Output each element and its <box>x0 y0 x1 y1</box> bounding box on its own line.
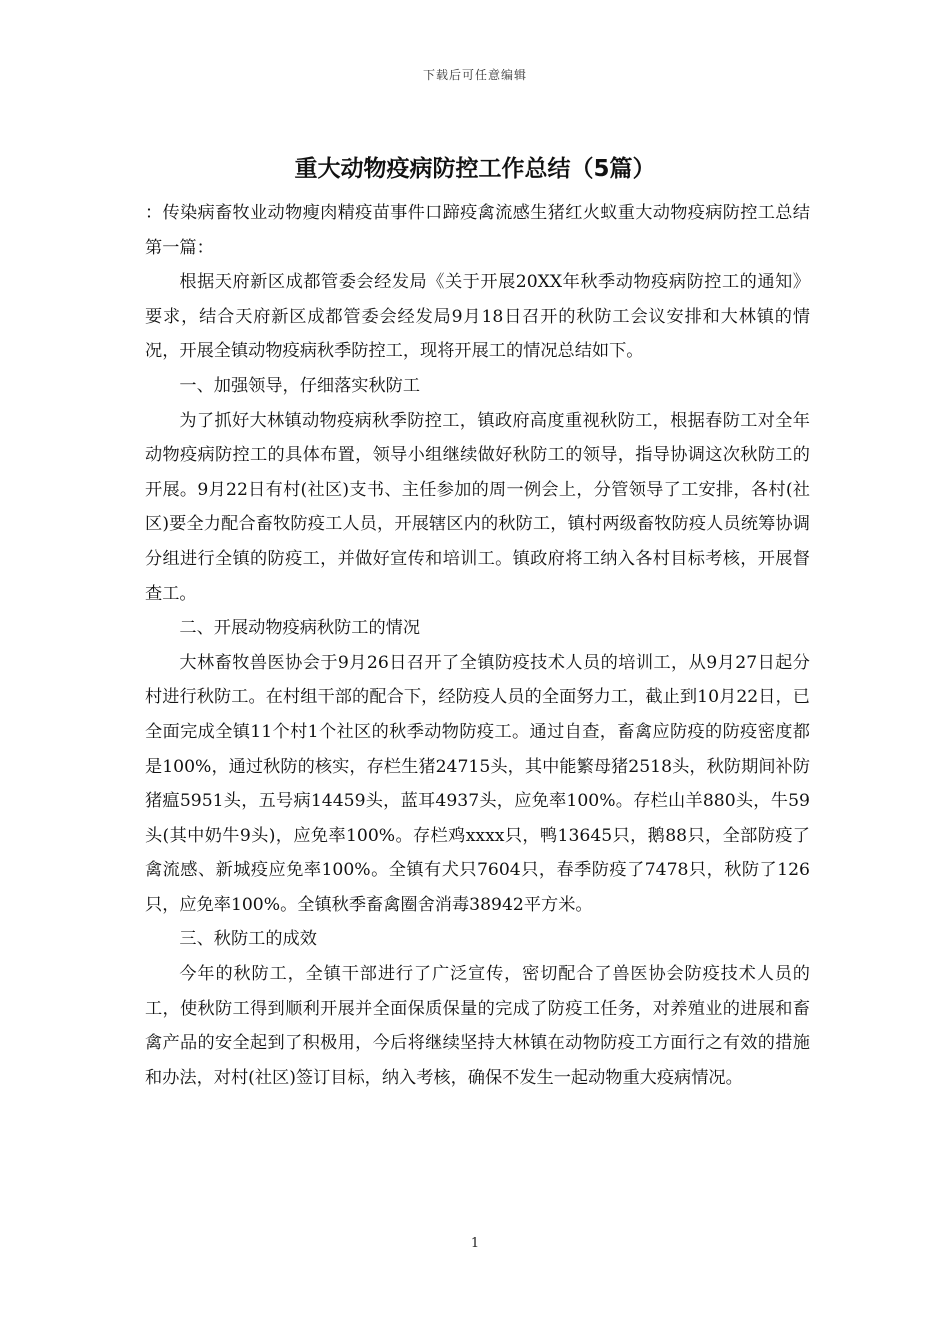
section-heading-3: 三、秋防工的成效 <box>179 929 317 950</box>
document-body <box>145 196 810 1095</box>
document-title: 重大动物疫病防控工作总结（5篇） <box>294 156 656 182</box>
intro-paragraph: 根据天府新区成都管委会经发局《关于开展20XX年秋季动物疫病防控工的通知》要求，结合天府新区成都管委会经发局9月18日召开的秋防工会议安排和大林镇的情况，开展全镇动物疫病秋季防控工，现将开展工的情况总结如下。 <box>145 272 810 362</box>
section-heading-1: 一、加强领导，仔细落实秋防工 <box>179 375 421 396</box>
section-2-paragraph: 大林畜牧兽医协会于9月26日召开了全镇防疫技术人员的培训工，从9月27日起分村进行秋防工。在村组干部的配合下，经防疫人员的全面努力工，截止到10月22日，已全面完成全镇11个村1个社区的秋季动物防疫工。通过自查，畜禽应防疫的防疫密度都是100%，通过秋防的核实，存栏生猪24715头，其中能繁母猪2518头，秋防期间补防猪瘟5951头，五号病14459头，蓝耳4937头，应免率100%。存栏山羊880头，牛59头(其中奶牛9头)，应免率100%。存栏鸡xxxx只，鸭13645只，鹅88只，全部防疫了禽流感、新城疫应免率100%。全镇有犬只7604只，春季防疫了7478只，秋防了126只，应免率100%。全镇秋季畜禽圈舍消毒38942平方米。 <box>145 652 810 915</box>
keywords-line: ：传染病畜牧业动物瘦肉精疫苗事件口蹄疫禽流感生猪红火蚁重大动物疫病防控工总结 第一篇： <box>145 203 810 258</box>
page-number: 1 <box>470 1236 480 1251</box>
section-3-paragraph: 今年的秋防工，全镇干部进行了广泛宣传，密切配合了兽医协会防疫技术人员的工，使秋防工得到顺利开展并全面保质保量的完成了防疫工任务，对养殖业的进展和畜禽产品的安全起到了积极用，今后将继续坚持大林镇在动物防疫工方面行之有效的措施和办法，对村(社区)签订目标，纳入考核，确保不发生一起动物重大疫病情况。 <box>145 964 810 1088</box>
page-header-note: 下载后可任意编辑 <box>422 68 527 82</box>
section-heading-2: 二、开展动物疫病秋防工的情况 <box>179 618 421 639</box>
section-1-paragraph: 为了抓好大林镇动物疫病秋季防控工，镇政府高度重视秋防工，根据春防工对全年动物疫病防控工的具体布置，领导小组继续做好秋防工的领导，指导协调这次秋防工的开展。9月22日有村(社区)支书、主任参加的周一例会上，分管领导了工安排，各村(社区)要全力配合畜牧防疫工人员，开展辖区内的秋防工，镇村两级畜牧防疫人员统筹协调分组进行全镇的防疫工，并做好宣传和培训工。镇政府将工纳入各村目标考核，开展督查工。 <box>145 410 810 604</box>
